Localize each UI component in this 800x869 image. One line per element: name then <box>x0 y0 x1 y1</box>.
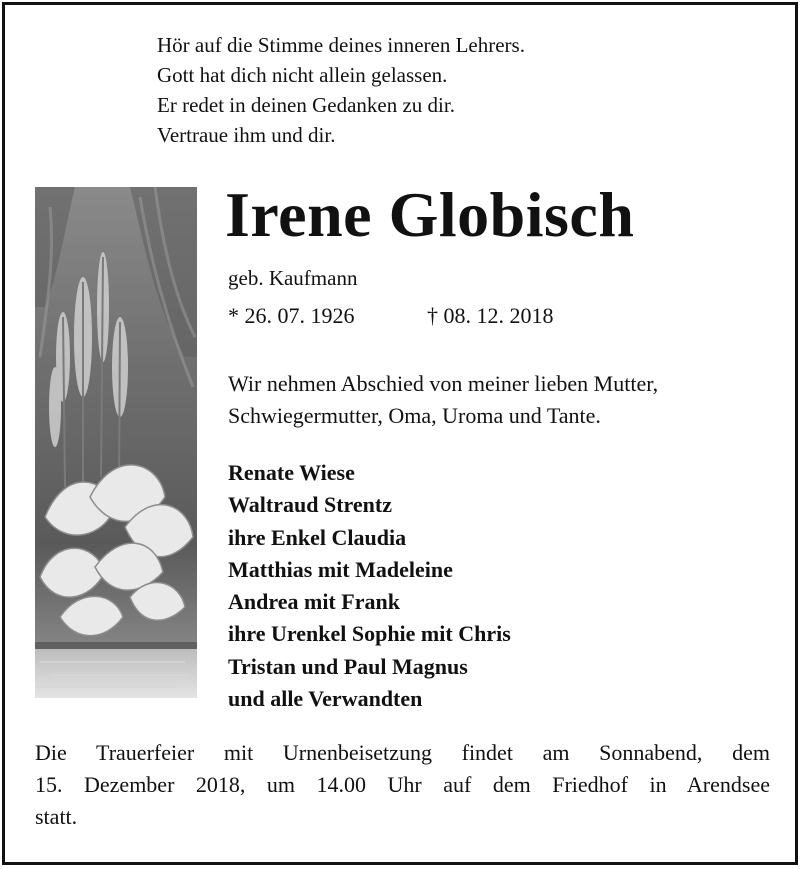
life-dates <box>228 303 554 329</box>
mourner-entry: Tristan und Paul Magnus <box>228 653 468 679</box>
service-line: Die Trauerfeier mit Urnenbeisetzung findet am Sonnabend, dem <box>35 740 770 765</box>
mourner-entry: ihre Urenkel Sophie mit Chris <box>228 621 511 647</box>
service-line: 15. Dezember 2018, um 14.00 Uhr auf dem Friedhof in Arendsee <box>35 772 770 797</box>
mourners-list <box>228 457 511 715</box>
poem-line: Gott hat dich nicht allein gelassen. <box>157 63 448 87</box>
mourner-entry: Renate Wiese <box>228 460 355 485</box>
birth-name: geb. Kaufmann <box>228 266 358 290</box>
funeral-service-info <box>35 737 770 833</box>
farewell-line: Schwiegermutter, Oma, Uroma und Tante. <box>228 403 601 428</box>
poem-line: Vertraue ihm und dir. <box>157 123 336 147</box>
farewell-text <box>228 368 658 432</box>
mourner-entry: Matthias mit Madeleine <box>228 556 453 582</box>
memorial-photo <box>35 187 197 698</box>
farewell-line: Wir nehmen Abschied von meiner lieben Mutter, <box>228 371 659 396</box>
birth-date: * 26. 07. 1926 <box>228 303 355 328</box>
death-date: † 08. 12. 2018 <box>427 303 554 328</box>
poem-line: Hör auf die Stimme deines inneren Lehrers. <box>157 33 525 57</box>
service-line: statt. <box>35 804 78 829</box>
mourner-entry: Waltraud Strentz <box>228 492 392 518</box>
mourner-entry: ihre Enkel Claudia <box>228 524 407 550</box>
poem-line: Er redet in deinen Gedanken zu dir. <box>157 93 455 117</box>
mourner-entry: und alle Verwandten <box>228 686 423 712</box>
deceased-name: Irene Globisch <box>225 179 635 250</box>
poem-verse <box>157 30 525 150</box>
mourner-entry: Andrea mit Frank <box>228 589 400 615</box>
